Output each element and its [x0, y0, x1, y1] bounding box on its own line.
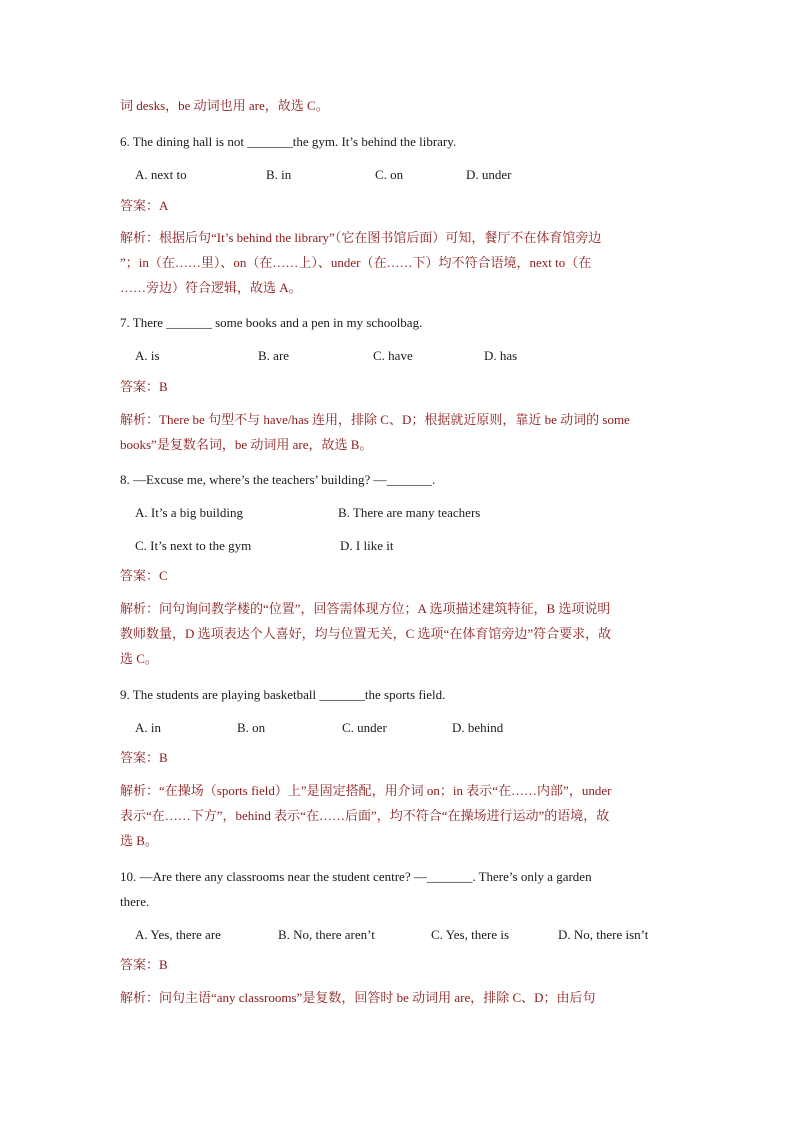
q6-option-c: C. on [375, 167, 404, 182]
q7-option-a: A. is [135, 348, 160, 363]
q10-analysis-line-1: 解析：问句主语“any classrooms”是复数，回答时 be 动词用 are，排除 C、D；由后句 [120, 990, 596, 1005]
question-7-stem: 7. There _______ some books and a pen in my schoolbag. [120, 315, 423, 330]
q9-analysis-line-3: 选 B。 [120, 833, 158, 848]
q8-option-b: B. There are many teachers [338, 505, 481, 520]
q7-option-b: B. are [258, 348, 290, 363]
q10-answer: 答案：B [120, 957, 168, 972]
q7-answer: 答案：B [120, 379, 168, 394]
q8-option-c: C. It’s next to the gym [135, 538, 252, 553]
q7-option-d: D. has [484, 348, 518, 363]
q8-analysis-line-1: 解析：问句询问教学楼的“位置”，回答需体现方位；A 选项描述建筑特征，B 选项说明 [120, 601, 611, 616]
q10-option-d: D. No, there isn’t [558, 927, 649, 942]
q9-option-c: C. under [342, 720, 387, 735]
q6-option-b: B. in [266, 167, 292, 182]
q9-answer: 答案：B [120, 750, 168, 765]
q7-analysis-line-1: 解析：There be 句型不与 have/has 连用，排除 C、D；根据就近原则，靠近 be 动词的 some [120, 412, 630, 427]
q8-option-d: D. I like it [340, 538, 394, 553]
question-8-stem: 8. —Excuse me, where’s the teachers’ building? —_______. [120, 472, 436, 487]
q10-option-a: A. Yes, there are [135, 927, 221, 942]
continued-analysis-line: 词 desks，be 动词也用 are，故选 C。 [120, 98, 329, 113]
q10-option-c: C. Yes, there is [431, 927, 510, 942]
q8-analysis-line-3: 选 C。 [120, 651, 158, 666]
q9-option-b: B. on [237, 720, 266, 735]
q7-analysis-line-2: books”是复数名词，be 动词用 are，故选 B。 [120, 437, 373, 452]
q7-option-c: C. have [373, 348, 413, 363]
q6-analysis-line-1: 解析：根据后句“It’s behind the library”（它在图书馆后面）可知，餐厅不在体育馆旁边 [120, 230, 602, 245]
question-6-stem: 6. The dining hall is not _______the gym. It’s behind the library. [120, 134, 457, 149]
q8-option-a: A. It’s a big building [135, 505, 243, 520]
question-9-stem: 9. The students are playing basketball _______the sports field. [120, 687, 446, 702]
q9-option-d: D. behind [452, 720, 504, 735]
q6-analysis-line-2: ”；in（在……里）、on（在……上）、under（在……下）均不符合语境，next to（在 [120, 255, 592, 270]
q8-answer: 答案：C [120, 568, 168, 583]
q6-option-d: D. under [466, 167, 512, 182]
q8-analysis-line-2: 教师数量，D 选项表达个人喜好，均与位置无关，C 选项“在体育馆旁边”符合要求，故 [120, 626, 612, 641]
q9-analysis-line-1: 解析：“在操场（sports field）上”是固定搭配，用介词 on；in 表示“在……内部”，under [120, 783, 612, 798]
question-10-stem: 10. —Are there any classrooms near the student centre? —_______. There’s only a garden [120, 869, 592, 884]
q6-answer: 答案：A [120, 198, 169, 213]
q10-option-b: B. No, there aren’t [278, 927, 375, 942]
question-10-stem-continued: there. [120, 894, 150, 909]
q9-option-a: A. in [135, 720, 161, 735]
q9-analysis-line-2: 表示“在……下方”，behind 表示“在……后面”，均不符合“在操场进行运动”的语境，故 [120, 808, 610, 823]
q6-analysis-line-3: ……旁边）符合逻辑，故选 A。 [120, 280, 302, 295]
q6-option-a: A. next to [135, 167, 187, 182]
